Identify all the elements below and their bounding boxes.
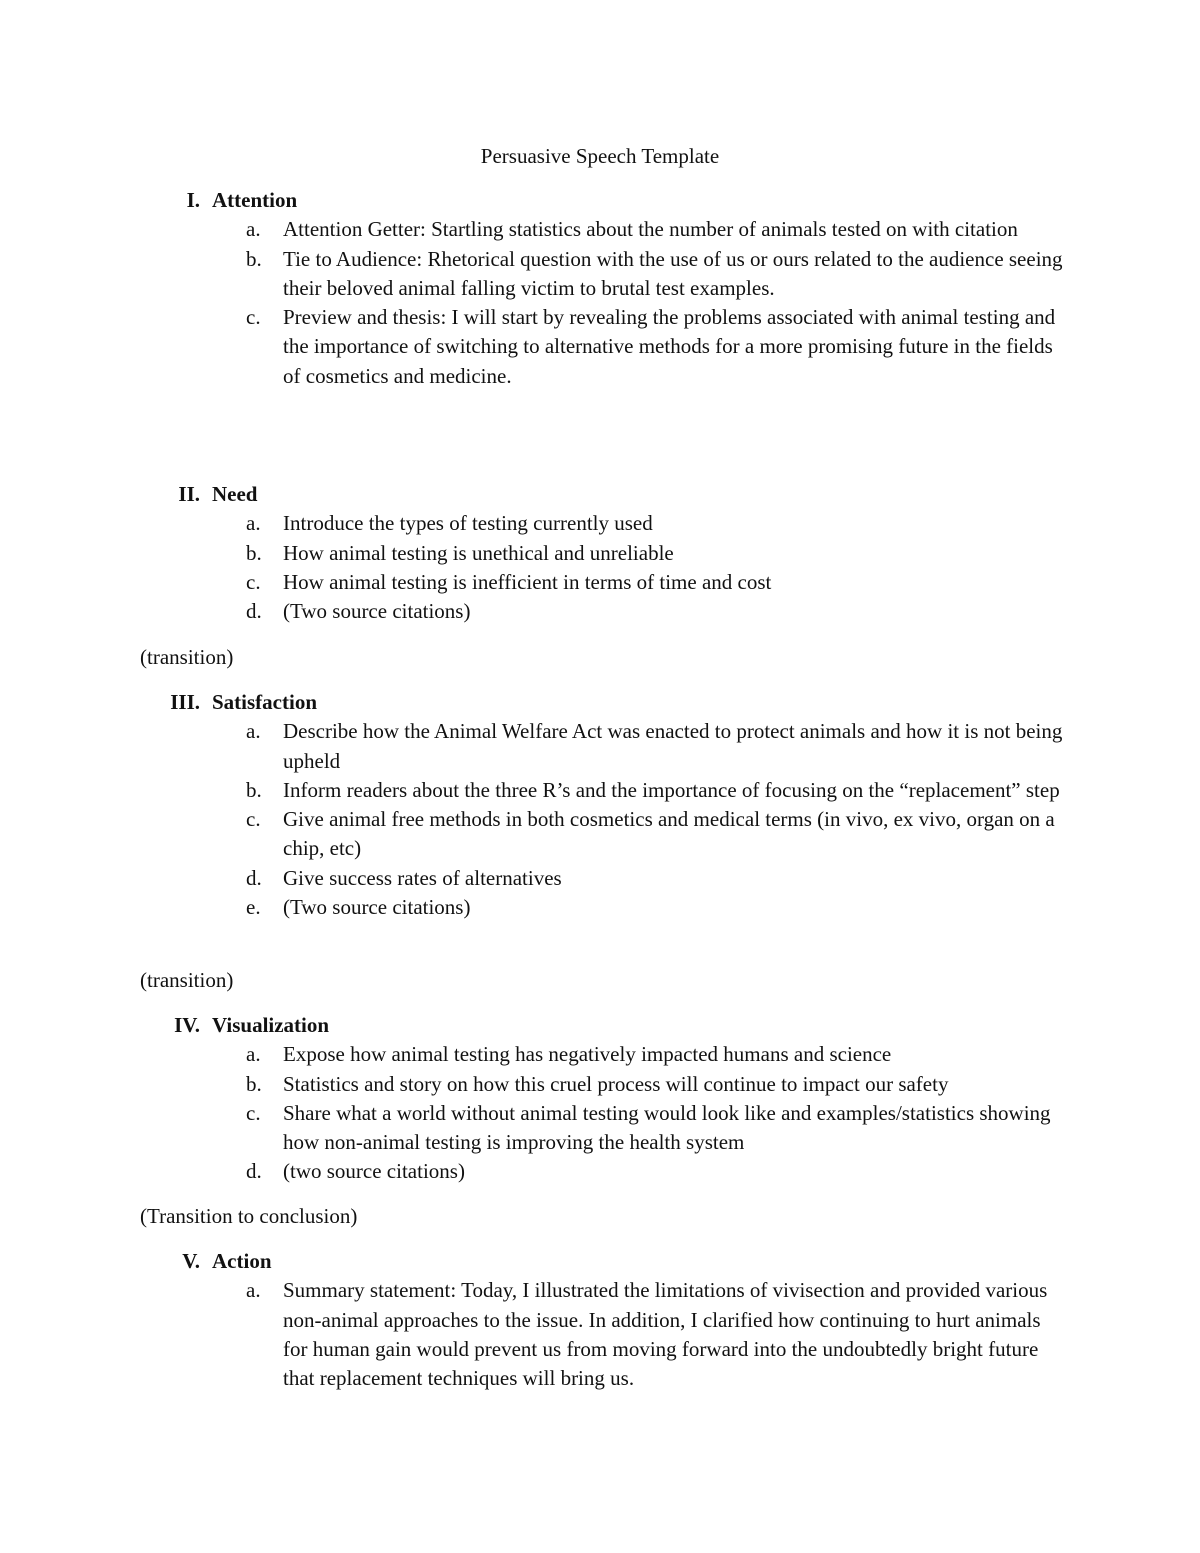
section-attention <box>0 186 1200 391</box>
item-text: Give animal free methods in both cosmetics and medical terms (in vivo, ex vivo, organ on a chip, etc) <box>283 807 1055 861</box>
item-letter: c. <box>246 305 261 330</box>
list-item <box>0 893 1063 922</box>
list-item <box>0 805 1063 864</box>
list-item <box>0 539 1063 568</box>
item-text: Introduce the types of testing currently used <box>283 511 653 536</box>
item-letter: b. <box>246 540 262 565</box>
section-title: Attention <box>212 188 298 212</box>
section-numeral: I. <box>186 188 200 212</box>
item-letter: b. <box>246 246 262 271</box>
item-letter: a. <box>246 1278 261 1303</box>
list-item <box>0 509 1063 538</box>
list-item <box>0 864 1063 893</box>
item-letter: e. <box>246 895 261 920</box>
item-text: Expose how animal testing has negatively impacted humans and science <box>283 1042 892 1067</box>
section-heading <box>0 688 1200 717</box>
document-title: Persuasive Speech Template <box>480 144 720 168</box>
section-title: Satisfaction <box>212 690 317 714</box>
section-action <box>0 1247 1200 1393</box>
item-letter: a. <box>246 1042 261 1067</box>
item-text: Statistics and story on how this cruel process will continue to impact our safety <box>283 1071 949 1096</box>
item-text: How animal testing is inefficient in terms of time and cost <box>283 569 772 594</box>
list-item <box>0 717 1063 776</box>
item-letter: c. <box>246 1100 261 1125</box>
section-numeral: IV. <box>174 1013 200 1037</box>
list-item <box>0 776 1063 805</box>
item-letter: b. <box>246 777 262 802</box>
list-item <box>0 1099 1063 1158</box>
item-text: Attention Getter: Startling statistics about the number of animals tested on with citation <box>283 217 1018 242</box>
section-heading <box>0 480 1200 509</box>
transition-note: (Transition to conclusion) <box>140 1204 358 1228</box>
item-letter: a. <box>246 719 261 744</box>
section-satisfaction <box>0 688 1200 922</box>
list-item <box>0 1040 1063 1069</box>
transition-note: (transition) <box>140 645 234 669</box>
item-text: How animal testing is unethical and unreliable <box>283 540 674 565</box>
item-text: Tie to Audience: Rhetorical question with the use of us or ours related to the audience seeing their beloved animal falling victim to brutal test examples. <box>283 246 1063 300</box>
item-text: Describe how the Animal Welfare Act was enacted to protect animals and how it is not being upheld <box>283 719 1063 773</box>
section-heading <box>0 1011 1200 1040</box>
item-letter: d. <box>246 865 262 890</box>
item-letter: d. <box>246 1159 262 1184</box>
list-item <box>0 568 1063 597</box>
list-item <box>0 245 1063 304</box>
item-text: Give success rates of alternatives <box>283 865 562 890</box>
list-item <box>0 597 1063 626</box>
section-numeral: III. <box>170 690 200 714</box>
item-text: (Two source citations) <box>283 895 471 920</box>
section-heading <box>0 186 1200 215</box>
transition-note: (transition) <box>140 968 234 992</box>
item-letter: c. <box>246 569 261 594</box>
item-text: Share what a world without animal testing would look like and examples/statistics showing how non-animal testing is improving the health system <box>283 1100 1051 1155</box>
item-letter: b. <box>246 1071 262 1096</box>
section-numeral: V. <box>182 1249 200 1273</box>
item-text: Preview and thesis: I will start by revealing the problems associated with animal testing and the importance of switching to alternative methods for a more promising future in the fields of cosmetics and medicine. <box>283 305 1056 388</box>
list-item <box>0 1157 1063 1186</box>
item-text: Inform readers about the three R’s and the importance of focusing on the “replacement” step <box>283 777 1060 802</box>
item-letter: a. <box>246 217 261 242</box>
item-text: (two source citations) <box>283 1159 465 1184</box>
section-visualization <box>0 1011 1200 1187</box>
section-title: Action <box>212 1249 272 1273</box>
list-item <box>0 215 1063 244</box>
item-text: Summary statement: Today, I illustrated the limitations of vivisection and provided various non-animal approaches to the issue. In addition, I clarified how continuing to hurt animals for human gain would prevent us from moving forward into the undoubtedly bright future that replacement techniques will bring us. <box>283 1278 1048 1391</box>
section-title: Visualization <box>212 1013 330 1037</box>
section-heading <box>0 1247 1200 1276</box>
section-numeral: II. <box>178 482 200 506</box>
list-item <box>0 1070 1063 1099</box>
section-title: Need <box>212 482 258 506</box>
item-letter: a. <box>246 511 261 536</box>
item-letter: c. <box>246 807 261 832</box>
section-need <box>0 480 1200 626</box>
item-text: (Two source citations) <box>283 599 471 624</box>
list-item <box>0 1276 1063 1393</box>
list-item <box>0 303 1063 391</box>
item-letter: d. <box>246 599 262 624</box>
